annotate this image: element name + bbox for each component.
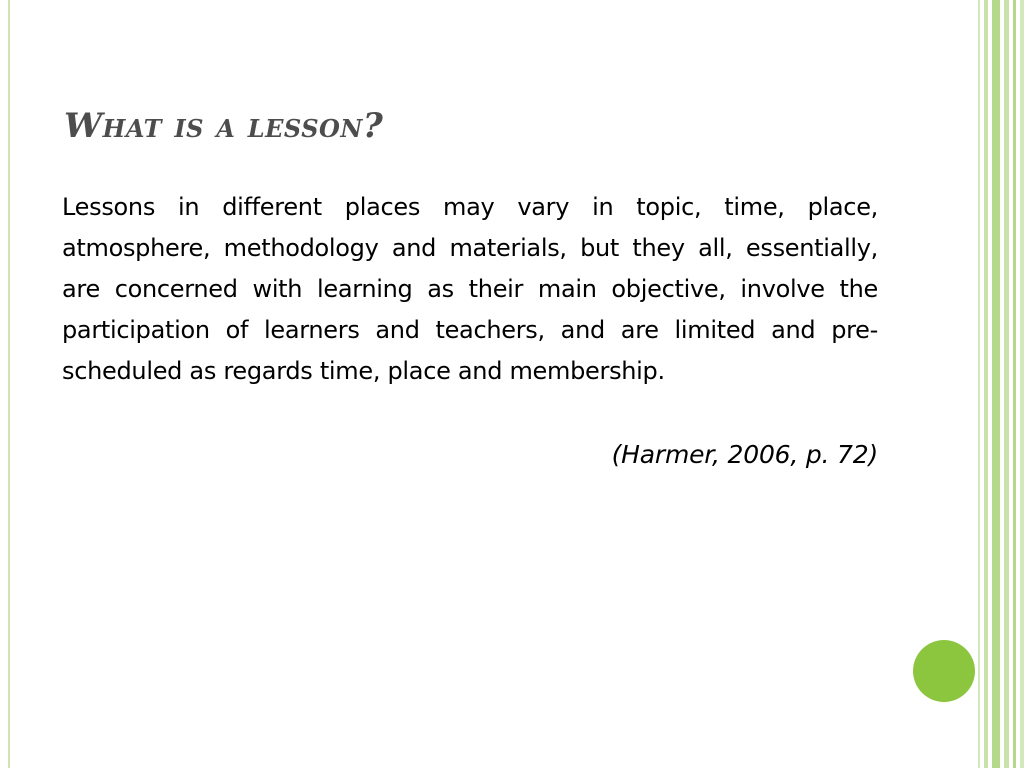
stripe-1 [978,0,980,768]
stripe-3 [992,0,1000,768]
stripe-6 [1020,0,1024,768]
stripe-4 [1004,0,1009,768]
slide-body-text: Lessons in different places may vary in topic, time, place, atmosphere, methodology and materials, but they all, essentially, are concerned with learning as their main objective, involve the participation of learners and teachers, and are limited and pre-scheduled as regards time, place and membership. [62,193,878,385]
decorative-stripes [978,0,1024,768]
green-circle-decoration [913,640,975,702]
left-border-line [8,0,10,768]
stripe-2 [984,0,988,768]
slide-title: What is a lesson? [64,106,384,146]
stripe-5 [1013,0,1016,768]
citation: (Harmer, 2006, p. 72) [611,440,878,469]
